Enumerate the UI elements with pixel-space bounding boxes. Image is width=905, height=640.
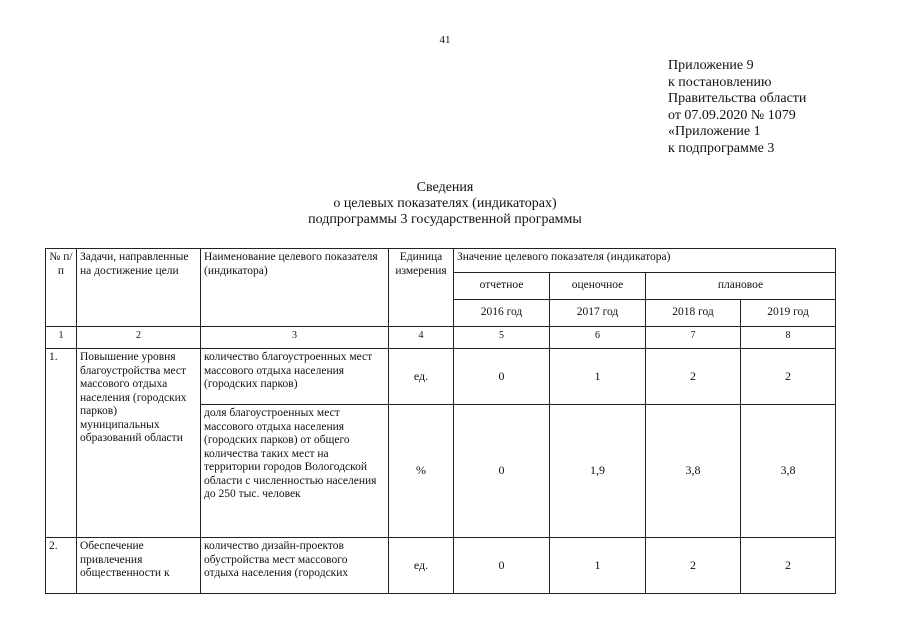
value-cell: 0 (454, 349, 550, 405)
column-number: 5 (454, 327, 550, 349)
column-number: 6 (550, 327, 646, 349)
unit-cell: ед. (389, 538, 454, 594)
unit-cell: % (389, 405, 454, 538)
page-number: 41 (439, 34, 451, 46)
annex-line: к постановлению (668, 74, 772, 90)
title-line: Сведения (416, 180, 474, 195)
column-number: 7 (646, 327, 741, 349)
task-cell: Обеспечение привлечения общественности к (77, 538, 201, 594)
annex-line: Правительства области (668, 91, 807, 106)
header-unit: Единица измерения (389, 249, 454, 327)
document-title (240, 180, 650, 228)
title-line: подпрограммы 3 государственной программы (308, 212, 582, 227)
header-value: Значение целевого показателя (индикатора) (454, 249, 836, 273)
unit-cell: ед. (389, 349, 454, 405)
annex-line: от 07.09.2020 № 1079 (668, 107, 796, 123)
indicator-name: количество благоустроенных мест массового отдыха населения (городских парков) (201, 349, 389, 405)
annex-line: Приложение 9 (668, 58, 754, 73)
table-row (46, 349, 836, 405)
indicator-name: количество дизайн-проектов обустройства мест массового отдыха населения (городских (201, 538, 389, 594)
value-cell: 0 (454, 538, 550, 594)
column-number: 3 (201, 327, 389, 349)
header-planned: плановое (646, 273, 836, 300)
header-estimated: оценочное (550, 273, 646, 300)
header-reported: отчетное (454, 273, 550, 300)
column-numbers-row (46, 327, 836, 349)
value-cell: 2 (741, 538, 836, 594)
header-no: № п/п (46, 249, 77, 327)
header-tasks: Задачи, направленные на достижение цели (77, 249, 201, 327)
header-indicator: Наименование целевого показателя (индикатора) (201, 249, 389, 327)
value-cell: 1 (550, 538, 646, 594)
indicators-table (45, 248, 836, 594)
table-row (46, 538, 836, 594)
header-year: 2017 год (550, 300, 646, 327)
annex-line: к подпрограмме 3 (668, 140, 775, 156)
title-line: о целевых показателях (индикаторах) (333, 196, 557, 211)
value-cell: 2 (646, 349, 741, 405)
header-year: 2016 год (454, 300, 550, 327)
task-cell: Повышение уровня благоустройства мест массового отдыха населения (городских парков) муниципальных образований области (77, 349, 201, 538)
row-number: 2. (46, 538, 77, 594)
column-number: 4 (389, 327, 454, 349)
value-cell: 0 (454, 405, 550, 538)
header-year: 2019 год (741, 300, 836, 327)
header-year: 2018 год (646, 300, 741, 327)
annex-block (668, 58, 806, 157)
column-number: 2 (77, 327, 201, 349)
annex-line: «Приложение 1 (668, 124, 761, 139)
value-cell: 3,8 (646, 405, 741, 538)
column-number: 8 (741, 327, 836, 349)
value-cell: 2 (741, 349, 836, 405)
row-number: 1. (46, 349, 77, 538)
value-cell: 1 (550, 349, 646, 405)
indicator-name: доля благоустроенных мест массового отдыха населения (городских парков) от общего количества таких мест на территории городов Вологодской области с численностью населения до 250 тыс. человек (201, 405, 389, 538)
value-cell: 2 (646, 538, 741, 594)
value-cell: 3,8 (741, 405, 836, 538)
value-cell: 1,9 (550, 405, 646, 538)
column-number: 1 (46, 327, 77, 349)
